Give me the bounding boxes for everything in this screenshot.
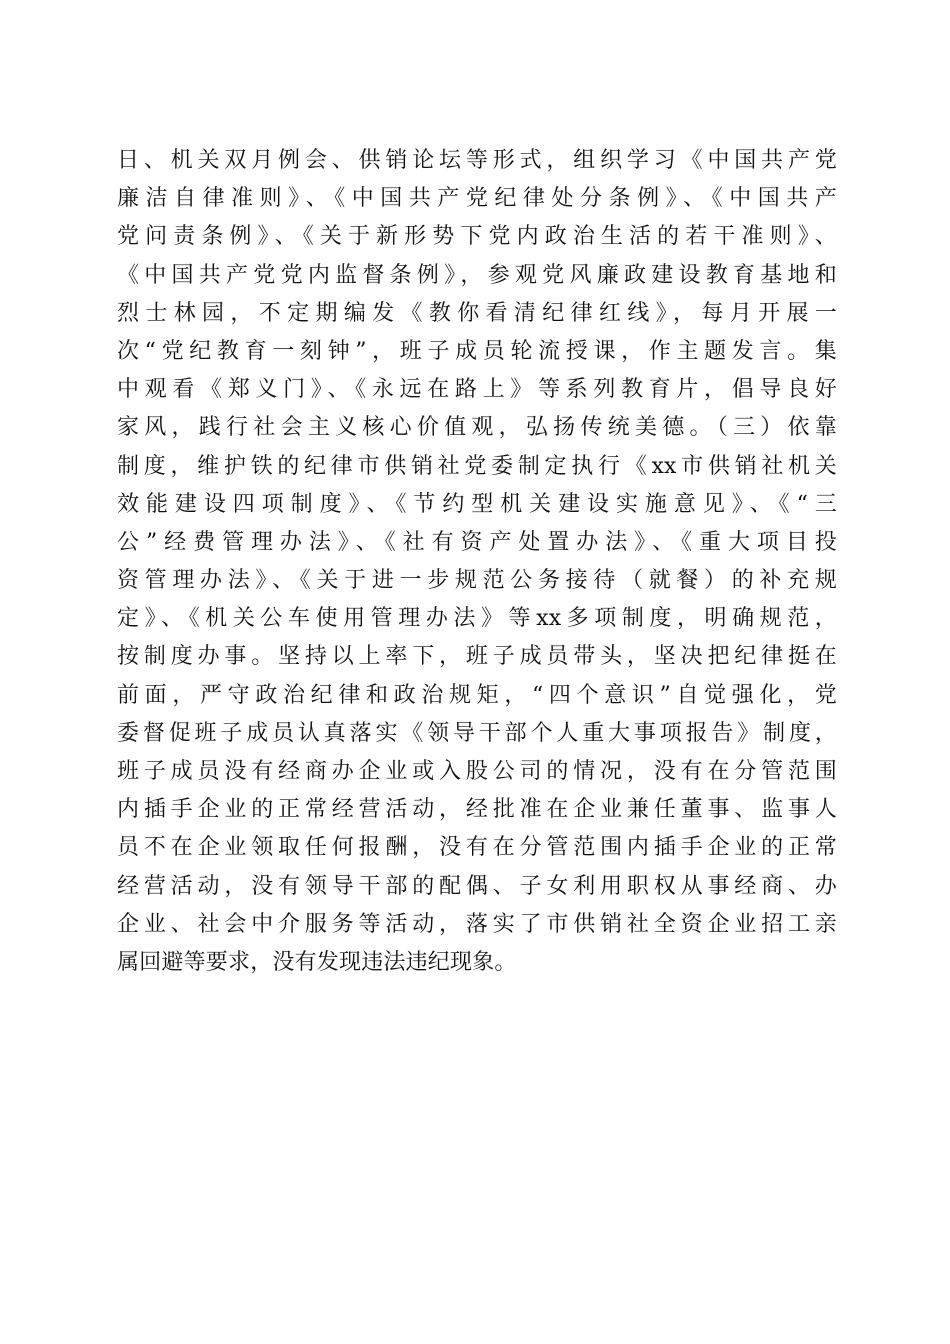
text-line: 中观看《郑义门》、《永远在路上》等系列教育片，倡导良好 [117, 377, 837, 403]
text-line: 家风，践行社会主义核心价值观，弘扬传统美德。（三）依靠 [117, 415, 837, 441]
text-line: 企业、社会中介服务等活动，落实了市供销社全资企业招工亲 [117, 911, 837, 937]
text-line: 制度，维护铁的纪律市供销社党委制定执行《xx市供销社机关 [117, 453, 837, 479]
text-line: 员不在企业领取任何报酬，没有在分管范围内插手企业的正常 [117, 835, 837, 861]
text-line: 《中国共产党党内监督条例》，参观党风廉政建设教育基地和 [117, 262, 837, 288]
text-line: 公”经费管理办法》、《社有资产处置办法》、《重大项目投 [117, 529, 837, 555]
text-line: 次“党纪教育一刻钟”，班子成员轮流授课，作主题发言。集 [117, 338, 837, 364]
text-line: 效能建设四项制度》、《节约型机关建设实施意见》、《“三 [117, 491, 837, 517]
text-line: 廉洁自律准则》、《中国共产党纪律处分条例》、《中国共产 [117, 186, 837, 212]
text-line: 定》、《机关公车使用管理办法》等xx多项制度，明确规范， [117, 606, 837, 632]
text-line: 经营活动，没有领导干部的配偶、子女利用职权从事经商、办 [117, 873, 837, 899]
text-line: 党问责条例》、《关于新形势下党内政治生活的若干准则》、 [117, 224, 837, 250]
text-line: 委督促班子成员认真落实《领导干部个人重大事项报告》制度， [117, 720, 837, 746]
body-text [117, 142, 837, 982]
text-line: 烈士林园，不定期编发《教你看清纪律红线》，每月开展一 [117, 300, 837, 326]
text-line-last: 属回避等要求，没有发现违法违纪现象。 [117, 949, 517, 975]
text-line: 班子成员没有经商办企业或入股公司的情况，没有在分管范围 [117, 759, 837, 784]
text-line: 前面，严守政治纪律和政治规矩，“四个意识”自觉强化，党 [117, 682, 837, 708]
text-line: 按制度办事。坚持以上率下，班子成员带头，坚决把纪律挺在 [117, 644, 837, 670]
text-line: 内插手企业的正常经营活动，经批准在企业兼任董事、监事人 [117, 797, 837, 823]
text-line: 资管理办法》、《关于进一步规范公务接待（就餐）的补充规 [117, 568, 837, 594]
text-line: 日、机关双月例会、供销论坛等形式，组织学习《中国共产党 [117, 148, 837, 173]
